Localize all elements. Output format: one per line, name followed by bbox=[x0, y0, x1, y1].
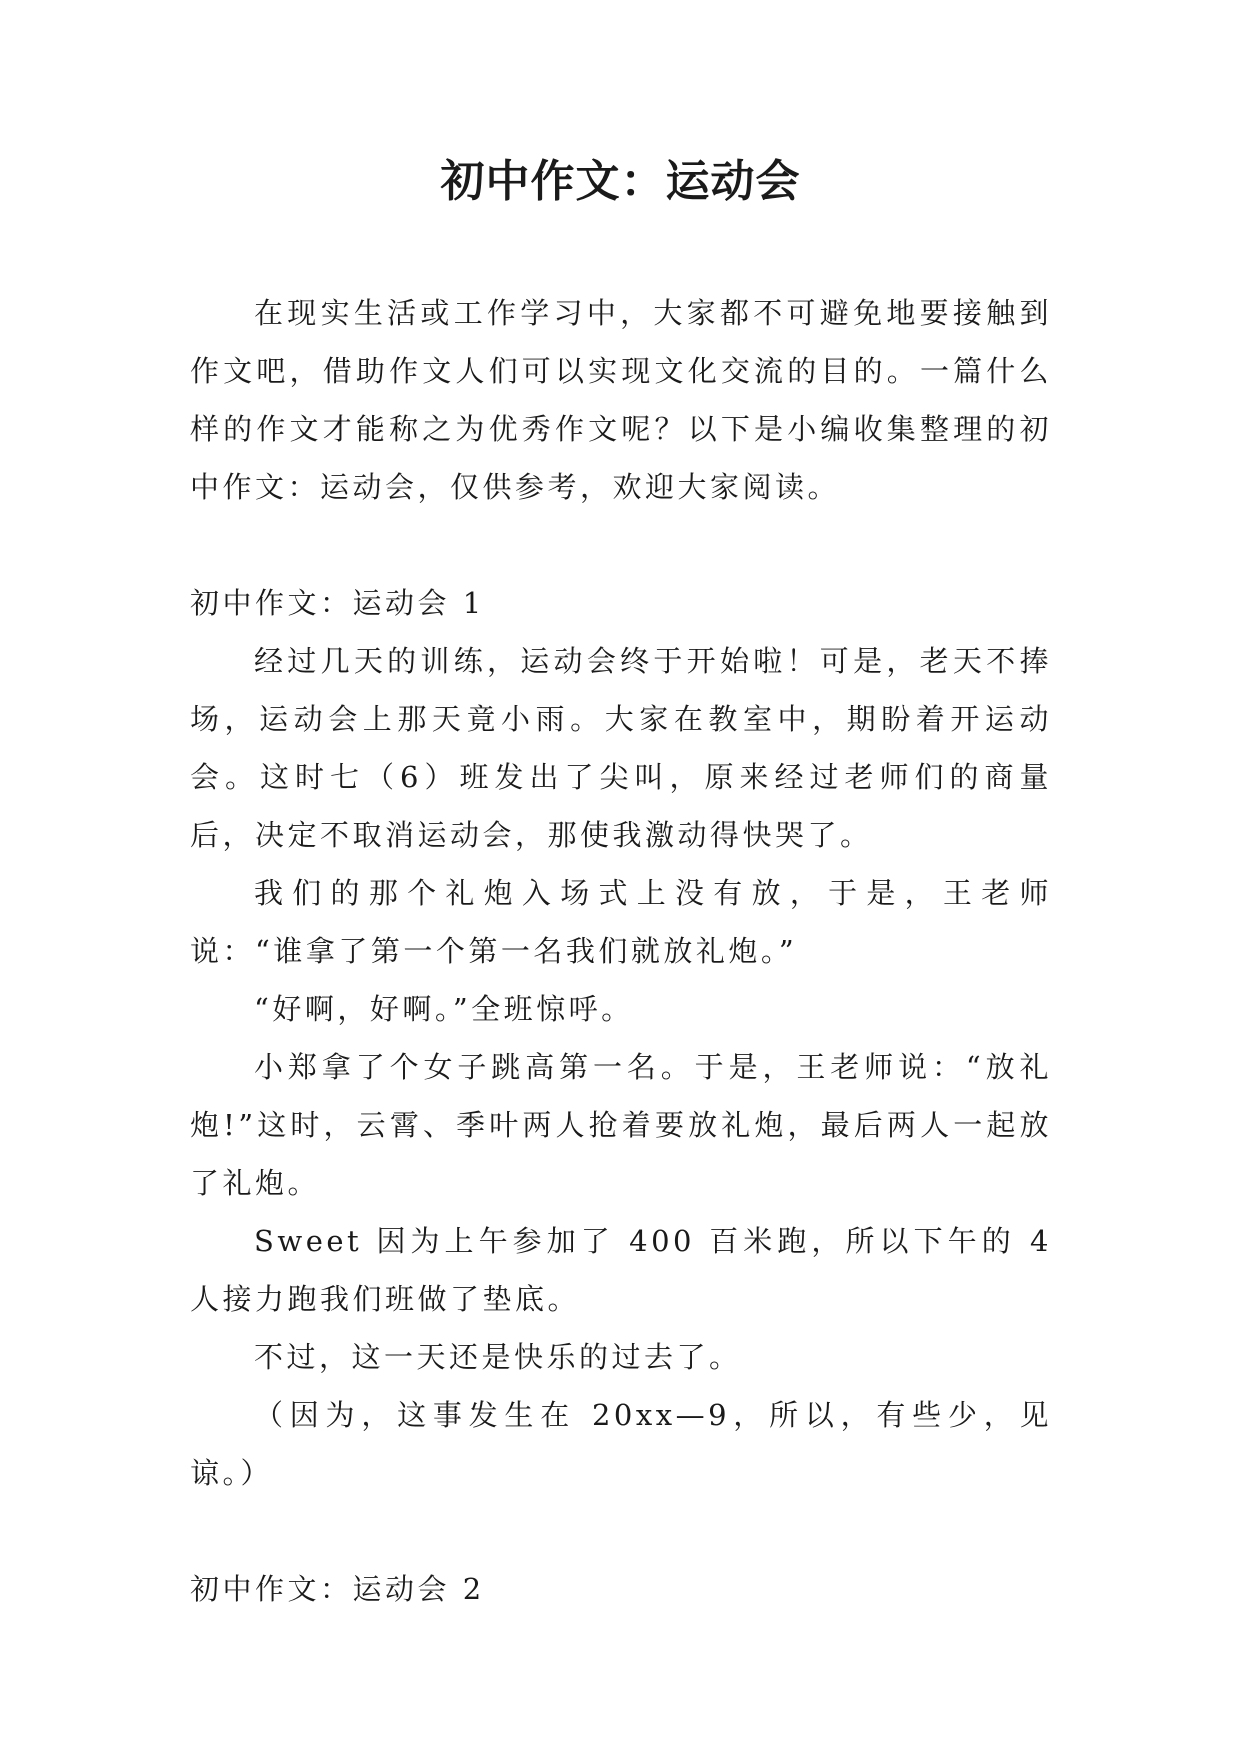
paragraph-gap bbox=[190, 1502, 1052, 1560]
section-1-paragraph-6: 不过，这一天还是快乐的过去了。 bbox=[254, 1340, 742, 1374]
section-1-paragraph-5: Sweet 因为上午参加了 400 百米跑，所以下午的 4 人接力跑我们班做了垫底。 bbox=[190, 1224, 1052, 1316]
section-1-paragraph-3: “好啊，好啊。”全班惊呼。 bbox=[254, 992, 634, 1026]
section-1-paragraph-7: （因为，这事发生在 20xx—9，所以，有些少，见谅。） bbox=[190, 1398, 1052, 1490]
section-1-paragraph-4: 小郑拿了个女子跳高第一名。于是，王老师说：“放礼炮!”这时，云霄、季叶两人抢着要放礼炮，最后两人一起放了礼炮。 bbox=[190, 1050, 1052, 1200]
document-body bbox=[190, 284, 1052, 1618]
paragraph-gap bbox=[190, 516, 1052, 574]
section-1-paragraph-1: 经过几天的训练，运动会终于开始啦！可是，老天不捧场，运动会上那天竟小雨。大家在教室中，期盼着开运动会。这时七（6）班发出了尖叫，原来经过老师们的商量后，决定不取消运动会，那使我激动得快哭了。 bbox=[190, 644, 1052, 852]
document-title: 初中作文：运动会 bbox=[440, 156, 801, 207]
section-1-heading: 初中作文：运动会 1 bbox=[190, 586, 485, 620]
section-1-paragraph-2: 我们的那个礼炮入场式上没有放，于是，王老师说：“谁拿了第一个第一名我们就放礼炮。” bbox=[190, 876, 1052, 968]
intro-paragraph: 在现实生活或工作学习中，大家都不可避免地要接触到作文吧，借助作文人们可以实现文化交流的目的。一篇什么样的作文才能称之为优秀作文呢？以下是小编收集整理的初中作文：运动会，仅供参考，欢迎大家阅读。 bbox=[190, 296, 1052, 504]
section-2-heading: 初中作文：运动会 2 bbox=[190, 1572, 485, 1606]
